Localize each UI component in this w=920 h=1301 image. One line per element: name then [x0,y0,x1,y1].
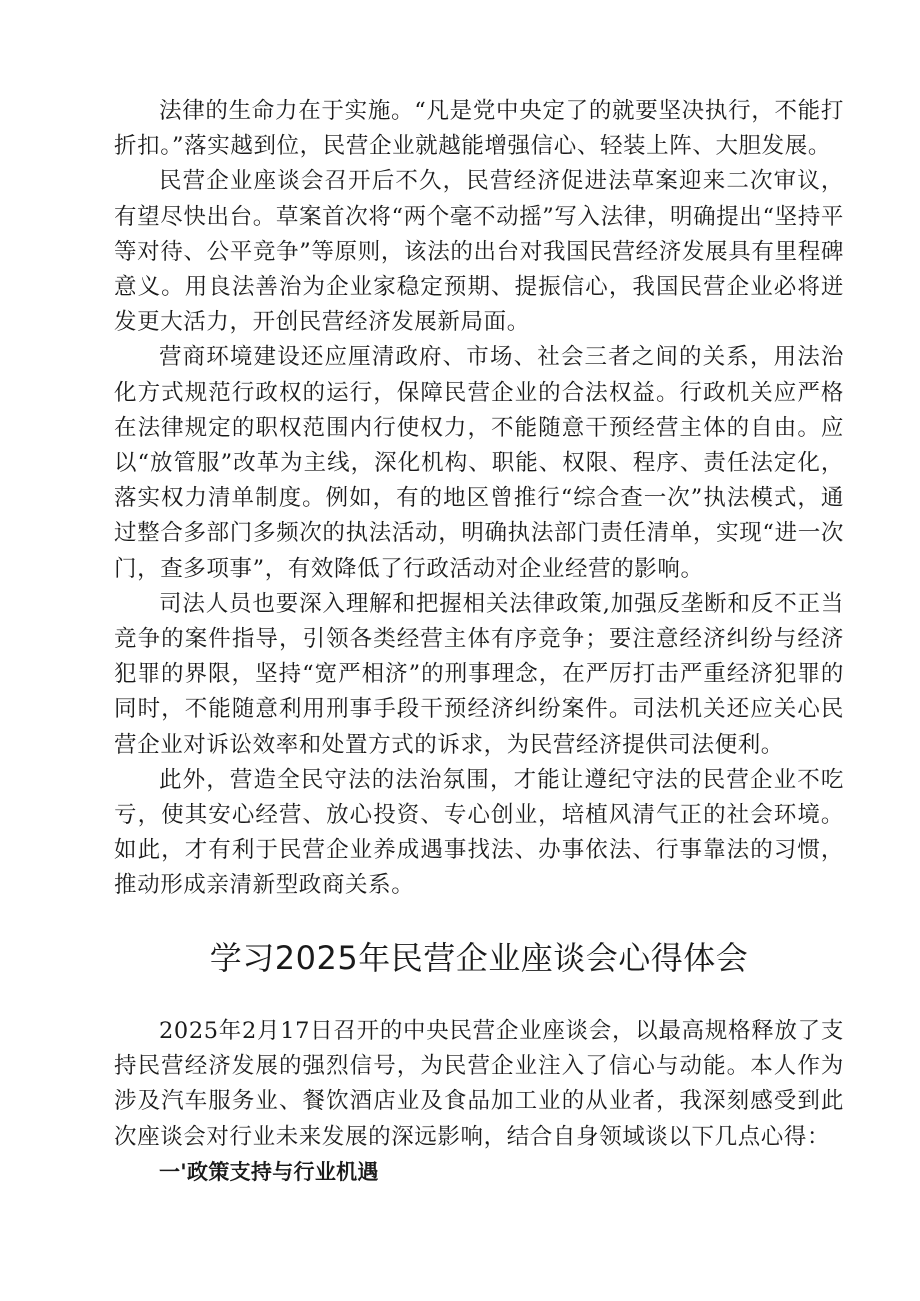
paragraph-business-environment: 营商环境建设还应厘清政府、市场、社会三者之间的关系，用法治化方式规范行政权的运行，保障民营企业的合法权益。行政机关应严格在法律规定的职权范围内行使权力，不能随意干预经营主体的自由。应以“放管服”改革为主线，深化机构、职能、权限、程序、责任法定化，落实权力清单制度。例如，有的地区曾推行“综合查一次”执法模式，通过整合多部门多频次的执法活动，明确执法部门责任清单，实现“进一次门，查多项事”，有效降低了行政活动对企业经营的影响。 [114,344,844,582]
document-page [114,94,844,1184]
paragraph-promotion-law-draft: 民营企业座谈会召开后不久，民营经济促进法草案迎来二次审议，有望尽快出台。草案首次将“两个毫不动摇”写入法律，明确提出“坚持平等对待、公平竞争”等原则，该法的出台对我国民营经济发展具有里程碑意义。用良法善治为企业家稳定预期、提振信心，我国民营企业必将迸发更大活力，开创民营经济发展新局面。 [114,168,844,336]
section-heading-policy-support: 一'政策支持与行业机遇 [159,1159,379,1184]
paragraph-intro: 2025年2月17日召开的中央民营企业座谈会，以最高规格释放了支持民营经济发展的强烈信号，为民营企业注入了信心与动能。本人作为涉及汽车服务业、餐饮酒店业及食品加工业的从业者，我深刻感受到此次座谈会对行业未来发展的深远影响，结合自身领域谈以下几点心得： [114,1018,844,1150]
paragraph-law-abiding-atmosphere: 此外，营造全民守法的法治氛围，才能让遵纪守法的民营企业不吃亏，使其安心经营、放心投资、专心创业，培植风清气正的社会环境。如此，才有利于民营企业养成遇事找法、办事依法、行事靠法的习惯，推动形成亲清新型政商关系。 [114,766,844,899]
second-article-body [114,1014,844,1190]
article-title: 学习2025年民营企业座谈会心得体会 [209,939,749,977]
paragraph-law-implementation: 法律的生命力在于实施。“凡是党中央定了的就要坚决执行，不能打折扣。”落实越到位，民营企业就越能增强信心、轻装上阵、大胆发展。 [114,98,844,160]
paragraph-judicial-personnel: 司法人员也要深入理解和把握相关法律政策,加强反垄断和反不正当竞争的案件指导，引领各类经营主体有序竞争；要注意经济纠纷与经济犯罪的界限，坚持“宽严相济”的刑事理念，在严厉打击严重经济犯罪的同时，不能随意利用刑事手段干预经济纠纷案件。司法机关还应关心民营企业对诉讼效率和处置方式的诉求，为民营经济提供司法便利。 [114,590,844,758]
